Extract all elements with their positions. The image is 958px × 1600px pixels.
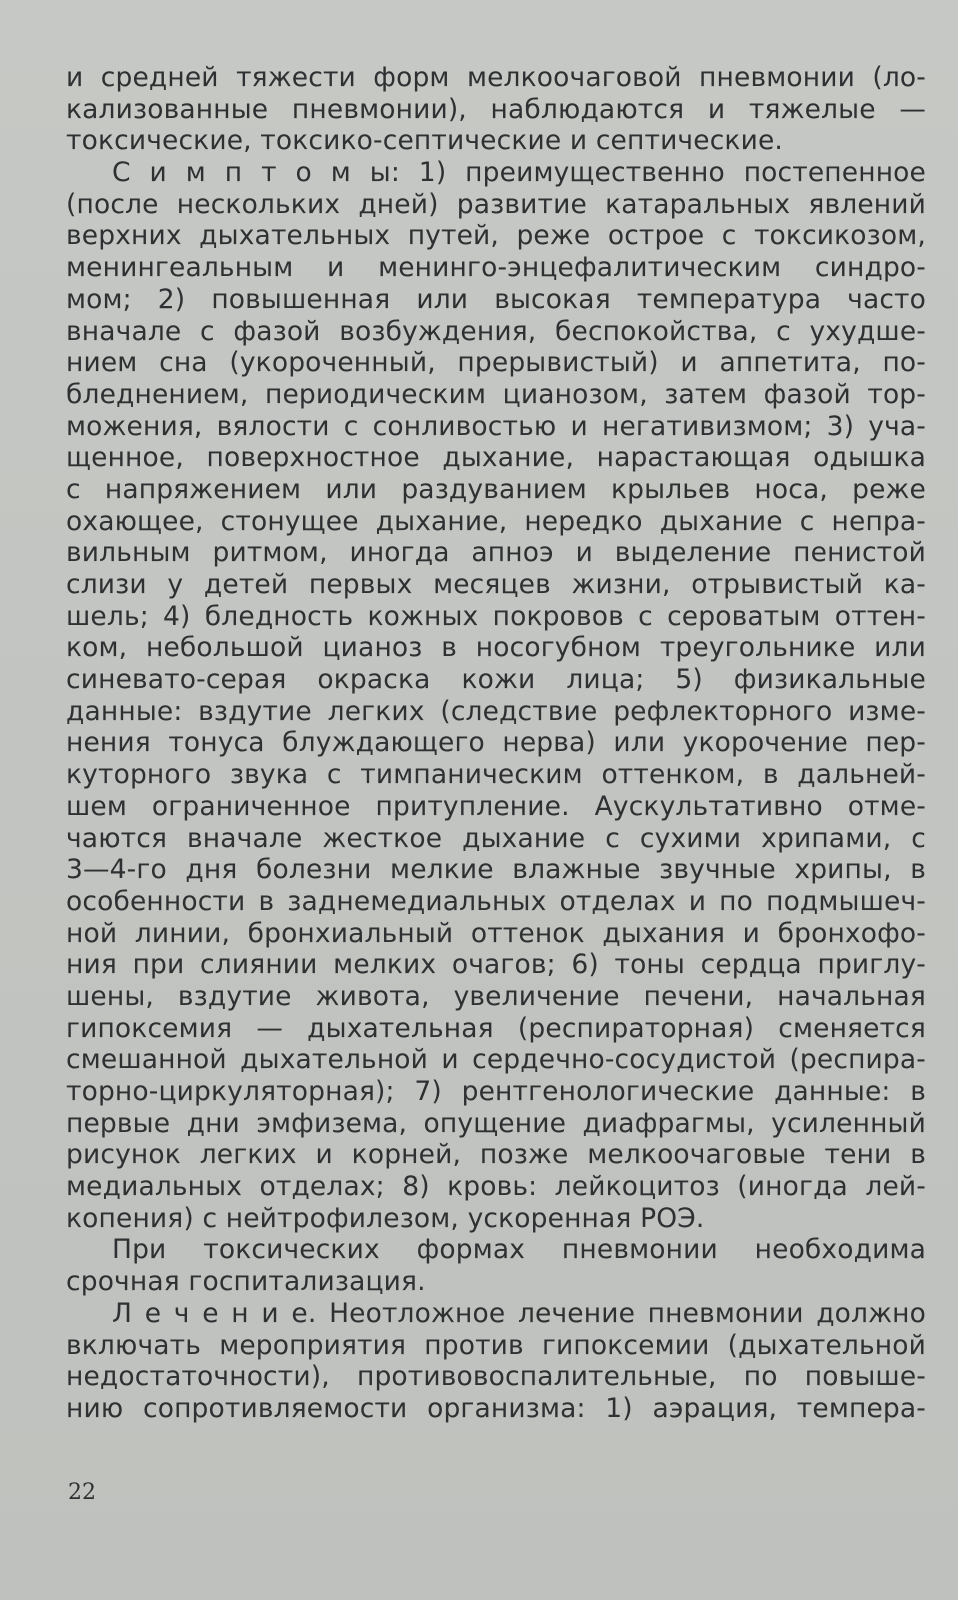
- text-line: кализованные пневмонии), наблюдаются и тяжелые —: [66, 93, 926, 125]
- text-line: смешанной дыхательной и сердечно-сосудистой (респира-: [66, 1044, 926, 1076]
- text-line: токсические, токсико-септические и септические.: [66, 125, 783, 157]
- text-line: бледнением, периодическим цианозом, затем фазой тор-: [66, 378, 926, 410]
- text-line: нием сна (укороченный, прерывистый) и аппетита, по-: [66, 347, 926, 379]
- text-line: С и м п т о м ы: 1) преимущественно постепенное: [112, 157, 926, 189]
- text-line: данные: вздутие легких (следствие рефлекторного изме-: [66, 695, 926, 727]
- text-line: срочная госпитализация.: [66, 1266, 426, 1298]
- text-line: вначале с фазой возбуждения, беспокойства, с ухудше-: [66, 315, 926, 347]
- text-line: щенное, поверхностное дыхание, нарастающая одышка: [66, 442, 926, 474]
- text-line: нения тонуса блуждающего нерва) или укорочение пер-: [66, 727, 926, 759]
- text-line: 3—4-го дня болезни мелкие влажные звучные хрипы, в: [66, 854, 926, 886]
- text-line: торно-циркуляторная); 7) рентгенологические данные: в: [66, 1076, 926, 1107]
- text-line: с напряжением или раздуванием крыльев носа, реже: [66, 473, 926, 505]
- text-line: верхних дыхательных путей, реже острое с токсикозом,: [66, 220, 926, 252]
- text-line: чаются вначале жесткое дыхание с сухими хрипами, с: [66, 822, 926, 854]
- text-line: слизи у детей первых месяцев жизни, отрывистый ка-: [66, 569, 926, 600]
- text-line: ком, небольшой цианоз в носогубном треугольнике или: [66, 632, 926, 664]
- text-line: синевато-серая окраска кожи лица; 5) физикальные: [66, 664, 926, 696]
- text-line: включать мероприятия против гипоксемии (дыхательной: [66, 1329, 926, 1361]
- text-line: и средней тяжести форм мелкоочаговой пневмонии (ло-: [66, 62, 926, 93]
- text-line: рисунок легких и корней, позже мелкоочаговые тени в: [66, 1139, 926, 1171]
- text-line: (после нескольких дней) развитие катаральных явлений: [66, 188, 926, 220]
- text-line: ной линии, бронхиальный оттенок дыхания и бронхофо-: [66, 917, 926, 949]
- text-line: шем ограниченное притупление. Аускультативно отме-: [66, 790, 926, 822]
- text-line: копения) с нейтрофилезом, ускоренная РОЭ.: [66, 1202, 705, 1234]
- text-line: Л е ч е н и е. Неотложное лечение пневмонии должно: [112, 1297, 926, 1329]
- text-line: При токсических формах пневмонии необходима: [112, 1234, 926, 1266]
- text-line: можения, вялости с сонливостью и негативизмом; 3) уча-: [66, 410, 926, 442]
- text-line: вильным ритмом, иногда апноэ и выделение пенистой: [66, 537, 926, 569]
- text-line: менингеальным и менинго-энцефалитическим синдро-: [66, 252, 926, 284]
- text-line: шель; 4) бледность кожных покровов с сероватым оттен-: [66, 600, 926, 632]
- text-line: медиальных отделах; 8) кровь: лейкоцитоз (иногда лей-: [66, 1171, 926, 1203]
- text-line: нию сопротивляемости организма: 1) аэрация, темпера-: [66, 1392, 926, 1424]
- text-line: шены, вздутие живота, увеличение печени, начальная: [66, 980, 926, 1012]
- text-line: первые дни эмфизема, опущение диафрагмы, усиленный: [66, 1107, 926, 1139]
- text-line: ния при слиянии мелких очагов; 6) тоны сердца приглу-: [66, 949, 926, 981]
- text-line: особенности в заднемедиальных отделах и по подмышеч-: [66, 885, 926, 917]
- text-line: охающее, стонущее дыхание, нередко дыхание с непра-: [66, 505, 926, 537]
- page-number: 22: [68, 1480, 96, 1505]
- body-text: [66, 62, 926, 1425]
- text-line: недостаточности), противовоспалительные, по повыше-: [66, 1361, 926, 1393]
- text-line: гипоксемия — дыхательная (респираторная) сменяется: [66, 1012, 926, 1044]
- text-line: куторного звука с тимпаническим оттенком, в дальней-: [66, 759, 926, 791]
- text-line: мом; 2) повышенная или высокая температура часто: [66, 283, 926, 315]
